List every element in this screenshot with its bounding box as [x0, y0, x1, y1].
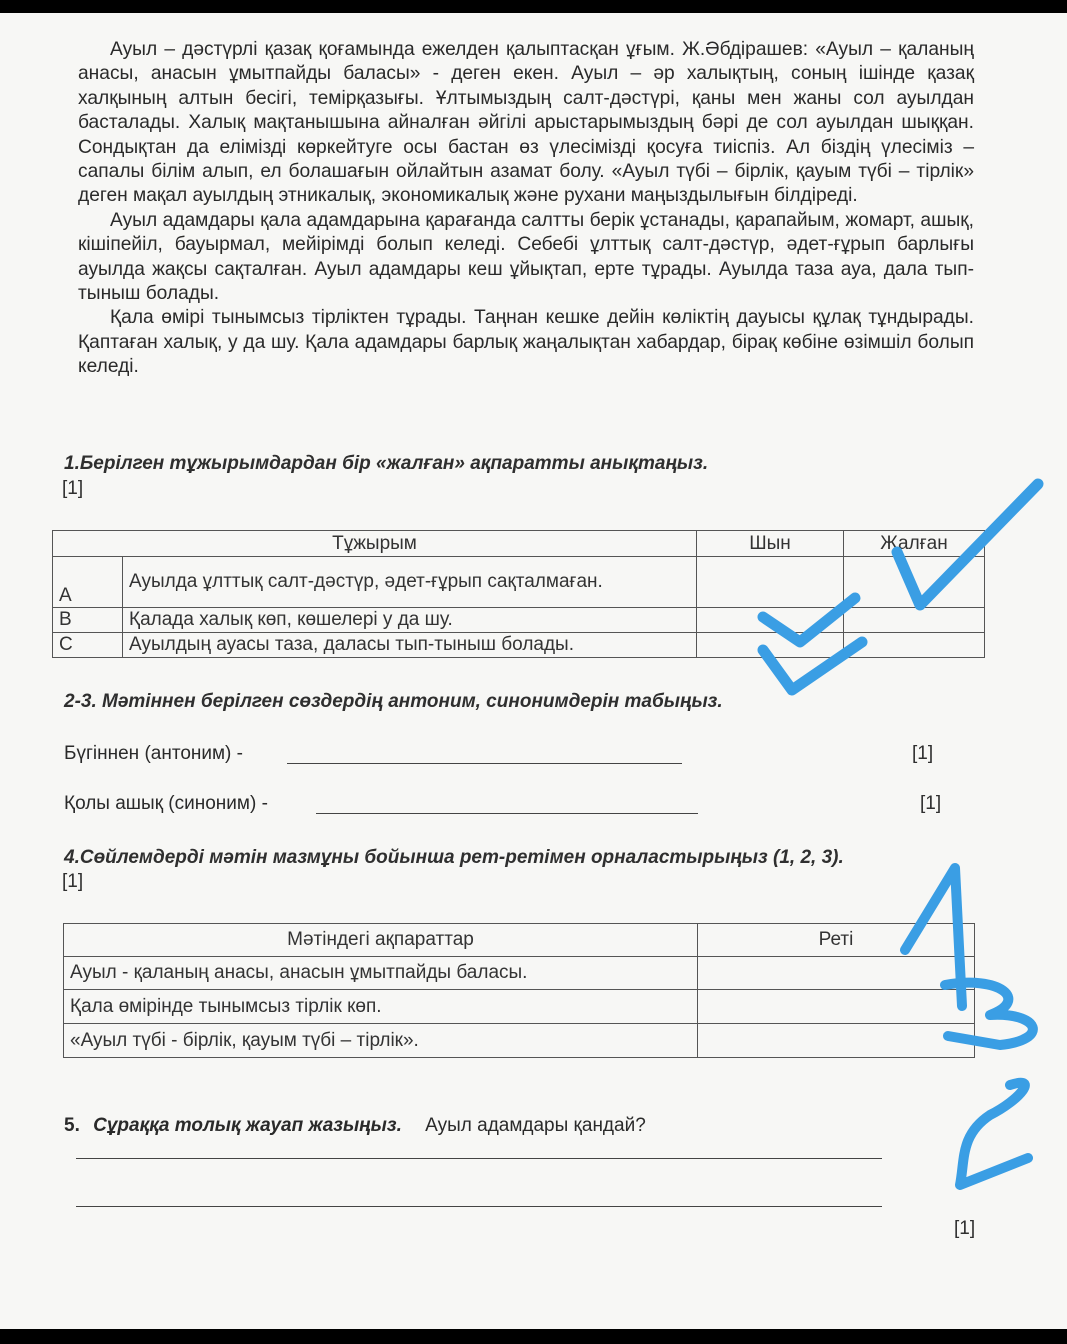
synonym-mark: [1]: [920, 793, 942, 814]
q1-header-true: Шын: [697, 531, 844, 557]
q5-question: Ауыл адамдары қандай?: [425, 1115, 646, 1136]
order-cell[interactable]: [698, 1024, 975, 1058]
row-statement: Ауылда ұлттық салт-дәстүр, әдет-ғұрып сақталмаған.: [123, 557, 697, 608]
info-cell: Ауыл - қаланың анасы, анасын ұмытпайды баласы.: [64, 957, 698, 990]
q4-title: 4.Сөйлемдерді мәтін мазмұны бойынша рет-ретімен орналастырыңыз (1, 2, 3).: [64, 847, 844, 868]
worksheet-page: [0, 13, 1067, 1329]
table-row: [53, 557, 985, 608]
q4-header-info: Мәтіндегі ақпараттар: [64, 924, 698, 957]
synonym-answer-line[interactable]: [316, 813, 698, 814]
row-statement: Қалада халық көп, көшелері у да шу.: [123, 608, 697, 633]
reading-passage: [78, 38, 974, 380]
false-cell[interactable]: [844, 608, 985, 633]
q5-prompt: [64, 1115, 646, 1137]
row-letter: A: [53, 557, 123, 608]
row-letter: C: [53, 633, 123, 658]
passage-paragraph-1: Ауыл – дәстүрлі қазақ қоғамында ежелден қалыптасқан ұғым. Ж.Әбдірашев: «Ауыл – қаланың анасы, анасын ұмытпайды баласы» - деген екен. Ауыл – әр халықтың, соның ішінде қазақ халқының алтын бесігі, темірқазығы. Ұлтымыздың салт-дәстүрі, қаны мен жаны сол ауылдан басталады. Халық мақтанышына айналған әйгілі арыстарымыздың бәрі де сол ауылдан шыққан. Сондықтан да елімізді көркейтуге осы бастан өз үлесімізді қосуға тиіспіз. Ал біздің үлесіміз – сапалы білім алып, ел болашағын ойлайтын азамат болу. «Ауыл түбі – бірлік, қауым түбі – тірлік» деген мақал ауылдың этникалық, экономикалық және рухани маңыздылығын білдіреді.: [78, 39, 974, 207]
q5-answer-line-1[interactable]: [76, 1158, 882, 1159]
q1-header-false: Жалған: [844, 531, 985, 557]
false-cell[interactable]: [844, 557, 985, 608]
q1-table: [52, 530, 985, 658]
info-cell: «Ауыл түбі - бірлік, қауым түбі – тірлік».: [64, 1024, 698, 1058]
true-cell[interactable]: [697, 608, 844, 633]
table-row: [64, 957, 975, 990]
q5-answer-line-2[interactable]: [76, 1206, 882, 1207]
antonym-label: Бүгіннен (антоним) -: [64, 743, 243, 764]
table-row: [53, 633, 985, 658]
q1-table-header: [53, 531, 985, 557]
table-row: [64, 990, 975, 1024]
order-cell[interactable]: [698, 957, 975, 990]
table-row: [64, 1024, 975, 1058]
q4-table-header: [64, 924, 975, 957]
q1-mark: [1]: [62, 478, 84, 499]
bottom-bar: [0, 1329, 1067, 1344]
synonym-label: Қолы ашық (синоним) -: [64, 793, 268, 814]
passage-paragraph-3: Қала өмірі тынымсыз тірліктен тұрады. Таңнан кешке дейін көліктің дауысы құлақ тұндырады. Қаптаған халық, у да шу. Қала адамдары барлық жаңалықтан хабардар, бірақ көбіне өзімшіл болып келеді.: [78, 307, 974, 378]
row-letter: B: [53, 608, 123, 633]
q5-title: Сұраққа толық жауап жазыңыз.: [93, 1115, 402, 1136]
q5-mark: [1]: [954, 1218, 976, 1239]
false-cell[interactable]: [844, 633, 985, 658]
table-row: [53, 608, 985, 633]
q4-header-order: Реті: [698, 924, 975, 957]
true-cell[interactable]: [697, 557, 844, 608]
antonym-mark: [1]: [912, 743, 934, 764]
q1-title: 1.Берілген тұжырымдардан бір «жалған» ақпаратты анықтаңыз.: [64, 453, 709, 474]
info-cell: Қала өмірінде тынымсыз тірлік көп.: [64, 990, 698, 1024]
q1-header-statement: Тұжырым: [53, 531, 697, 557]
row-statement: Ауылдың ауасы таза, даласы тып-тыныш болады.: [123, 633, 697, 658]
q5-number: 5.: [64, 1115, 80, 1136]
antonym-answer-line[interactable]: [287, 763, 682, 764]
q4-mark: [1]: [62, 871, 84, 892]
q4-table: [63, 923, 975, 1058]
order-cell[interactable]: [698, 990, 975, 1024]
true-cell[interactable]: [697, 633, 844, 658]
q23-title: 2-3. Мәтіннен берілген сөздердің антоним, синонимдерін табыңыз.: [64, 691, 723, 712]
passage-paragraph-2: Ауыл адамдары қала адамдарына қарағанда салтты берік ұстанады, қарапайым, жомарт, ашық, кішіпейіл, бауырмал, мейірімді болып келеді. Себебі ұлттық салт-дәстүр, әдет-ғұрып барлығы ауылда жақсы сақталған. Ауыл адамдары кеш ұйықтап, ерте тұрады. Ауылда таза ауа, дала тып-тыныш болады.: [78, 209, 974, 305]
